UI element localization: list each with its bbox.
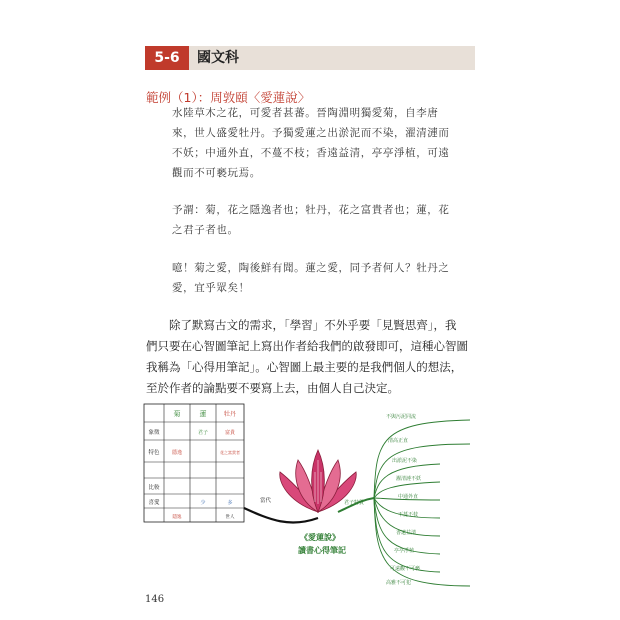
table-row-label: 喜愛 <box>148 500 160 506</box>
table-cell: 世人 <box>225 515 235 520</box>
table-header-cell: 牡丹 <box>223 411 237 418</box>
sub-branch-label: 清高正直 <box>388 438 409 444</box>
comparison-table <box>144 404 244 522</box>
classic-line: 不妖；中通外直，不蔓不枝；香遠益清，亭亭淨植，可遠 <box>172 147 450 159</box>
sub-branch-label: 亭亭淨植 <box>394 548 415 554</box>
sub-branch-label: 高雅不可犯 <box>386 580 412 586</box>
table-header-cell: 菊 <box>173 410 181 418</box>
sub-branch-label: 可遠觀不可褻 <box>390 566 421 572</box>
trunk-label: 當代 <box>260 498 272 504</box>
body-line: 們只要在心智圖筆記上寫出作者給我們的啟發即可，這種心智圖 <box>146 339 468 353</box>
map-center-title: 《愛蓮說》 <box>300 533 340 542</box>
table-row-label: 象徵 <box>148 430 160 436</box>
section-title: 國文科 <box>189 46 475 70</box>
classic-line: 水陸草木之花，可愛者甚蕃。晉陶淵明獨愛菊，自李唐 <box>172 107 439 119</box>
sub-branch-label: 出淤泥不染 <box>392 458 418 464</box>
body-line: 至於作者的論點要不要寫上去，由個人自己決定。 <box>146 381 399 395</box>
classic-line: 愛，宜乎眾矣！ <box>172 282 250 294</box>
classic-line: 之君子者也。 <box>172 224 239 236</box>
mind-map <box>140 400 480 590</box>
sub-branch-label: 香遠益清 <box>396 530 417 536</box>
sub-branch-labels <box>386 413 421 586</box>
main-branch-label: 君子特質 <box>344 500 365 506</box>
classic-line: 來，世人盛愛牡丹。予獨愛蓮之出淤泥而不染，濯清漣而 <box>172 127 450 139</box>
classic-line: 噫！菊之愛，陶後鮮有聞。蓮之愛，同予者何人？牡丹之 <box>172 262 450 274</box>
body-line: 我稱為「心得用筆記」。心智圖上最主要的是我們個人的想法， <box>146 360 463 374</box>
table-cell: 隱逸 <box>171 450 183 456</box>
sub-branch-label: 不與污泥同流 <box>386 414 417 420</box>
classic-line: 予謂：菊，花之隱逸者也；牡丹，花之富貴者也；蓮，花 <box>172 204 450 216</box>
classic-paragraph-3 <box>172 258 470 298</box>
example-title: 範例（1）：周敦頤〈愛蓮說〉 <box>146 90 311 105</box>
table-row-label: 特色 <box>148 450 160 456</box>
table-cell: 隱逸 <box>172 515 182 520</box>
section-number: 5-6 <box>145 46 189 70</box>
table-cell: 花之富貴者 <box>220 450 240 455</box>
classic-line: 觀而不可褻玩焉。 <box>172 167 261 179</box>
sub-branch-label: 不蔓不枝 <box>398 512 419 518</box>
trunk-branch <box>244 508 318 523</box>
classic-paragraph-1 <box>172 103 470 183</box>
table-cell: 多 <box>227 500 233 506</box>
table-cell: 君子 <box>197 430 209 436</box>
sub-branches <box>374 420 470 586</box>
page-number: 146 <box>145 594 165 605</box>
table-row-label: 比較 <box>148 485 160 491</box>
section-header <box>145 46 475 70</box>
classic-paragraph-2 <box>172 200 470 240</box>
body-line: 除了默寫古文的需求，「學習」不外乎要「見賢思齊」，我 <box>169 318 457 332</box>
table-cell: 富貴 <box>224 430 236 436</box>
map-center-subtitle: 讀書心得筆記 <box>298 546 346 555</box>
table-header-cell: 蓮 <box>199 410 207 418</box>
table-cell: 少 <box>200 500 206 506</box>
sub-branch-label: 中通外直 <box>398 494 419 500</box>
body-paragraph <box>146 315 472 399</box>
sub-branch-label: 濯清漣不妖 <box>396 476 422 482</box>
